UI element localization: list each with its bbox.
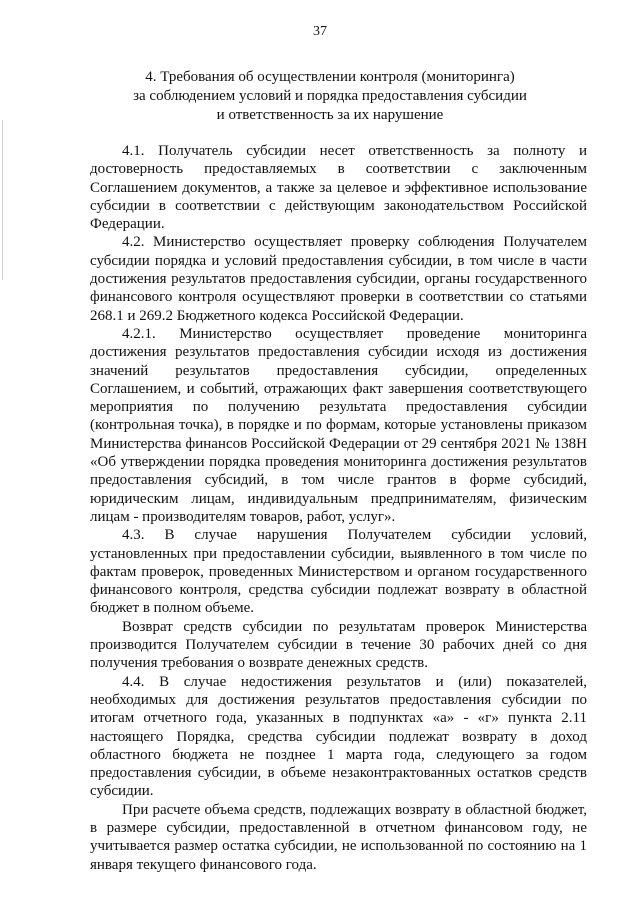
paragraph-refund-terms: Возврат средств субсидии по результатам проверок Министерства производится Получателем субсидии в течение 30 рабочих дней со дня получения требования о возврате денежных средств. [90,618,587,672]
document-body [90,142,587,874]
paragraph-4-3: 4.3. В случае нарушения Получателем субсидии условий, установленных при предоставлении субсидии, выявленного в том числе по фактам проверок, проведенных Министерством и органом государственного финансового контроля, средства субсидии подлежат возврату в областной бюджет в полном объеме. [90,527,587,617]
section-title [110,68,550,125]
paragraph-4-2-1: 4.2.1. Министерство осуществляет проведение мониторинга достижения результатов предоставления субсидии исходя из достижения значений результатов предоставления субсидии, определенных Соглашением, и событий, отражающих факт завершения соответствующего мероприятия по получению результата предоставления субсидии (контрольная точка), в порядке и по формам, которые установлены приказом Министерства финансов Российской Федерации от 29 сентября 2021 № 138Н «Об утверждении порядка проведения мониторинга достижения результатов предоставления субсидий, в том числе грантов в форме субсидий, юридическим лицам, индивидуальным предпринимателям, физическим лицам - производителям товаров, работ, услуг». [90,325,587,525]
section-title-line-3: и ответственность за их нарушение [216,107,444,123]
section-title-line-2: за соблюдением условий и порядка предоставления субсидии [133,88,527,104]
paragraph-4-2: 4.2. Министерство осуществляет проверку соблюдения Получателем субсидии порядка и условий предоставления субсидии, в том числе в части достижения результатов предоставления субсидии, органы государственного финансового контроля осуществляют проверки в соответствии со статьями 268.1 и 269.2 Бюджетного кодекса Российской Федерации. [90,234,587,324]
page-number: 37 [313,24,327,39]
paragraph-refund-calculation: При расчете объема средств, подлежащих возврату в областной бюджет, в размере субсидии, предоставленной в отчетном финансовом году, не учитывается размер остатка субсидии, не использованной по состоянию на 1 января текущего финансового года. [90,801,587,873]
scan-edge-mark [2,120,3,280]
paragraph-4-1: 4.1. Получатель субсидии несет ответственность за полноту и достоверность предоставляемых в соответствии с заключенным Соглашением документов, а также за целевое и эффективное использование субсидии в соответствии с действующим законодательством Российской Федерации. [90,143,587,233]
section-title-line-1: 4. Требования об осуществлении контроля (мониторинга) [145,69,515,85]
paragraph-4-4: 4.4. В случае недостижения результатов и (или) показателей, необходимых для достижения результатов предоставления субсидии по итогам отчетного года, указанных в подпунктах «а» - «г» пункта 2.11 настоящего Порядка, средства субсидии подлежат возврату в доход областного бюджета не позднее 1 марта года, следующего за годом предоставления субсидии, в объеме незаконтрактованных остатков средств субсидии. [90,673,587,800]
